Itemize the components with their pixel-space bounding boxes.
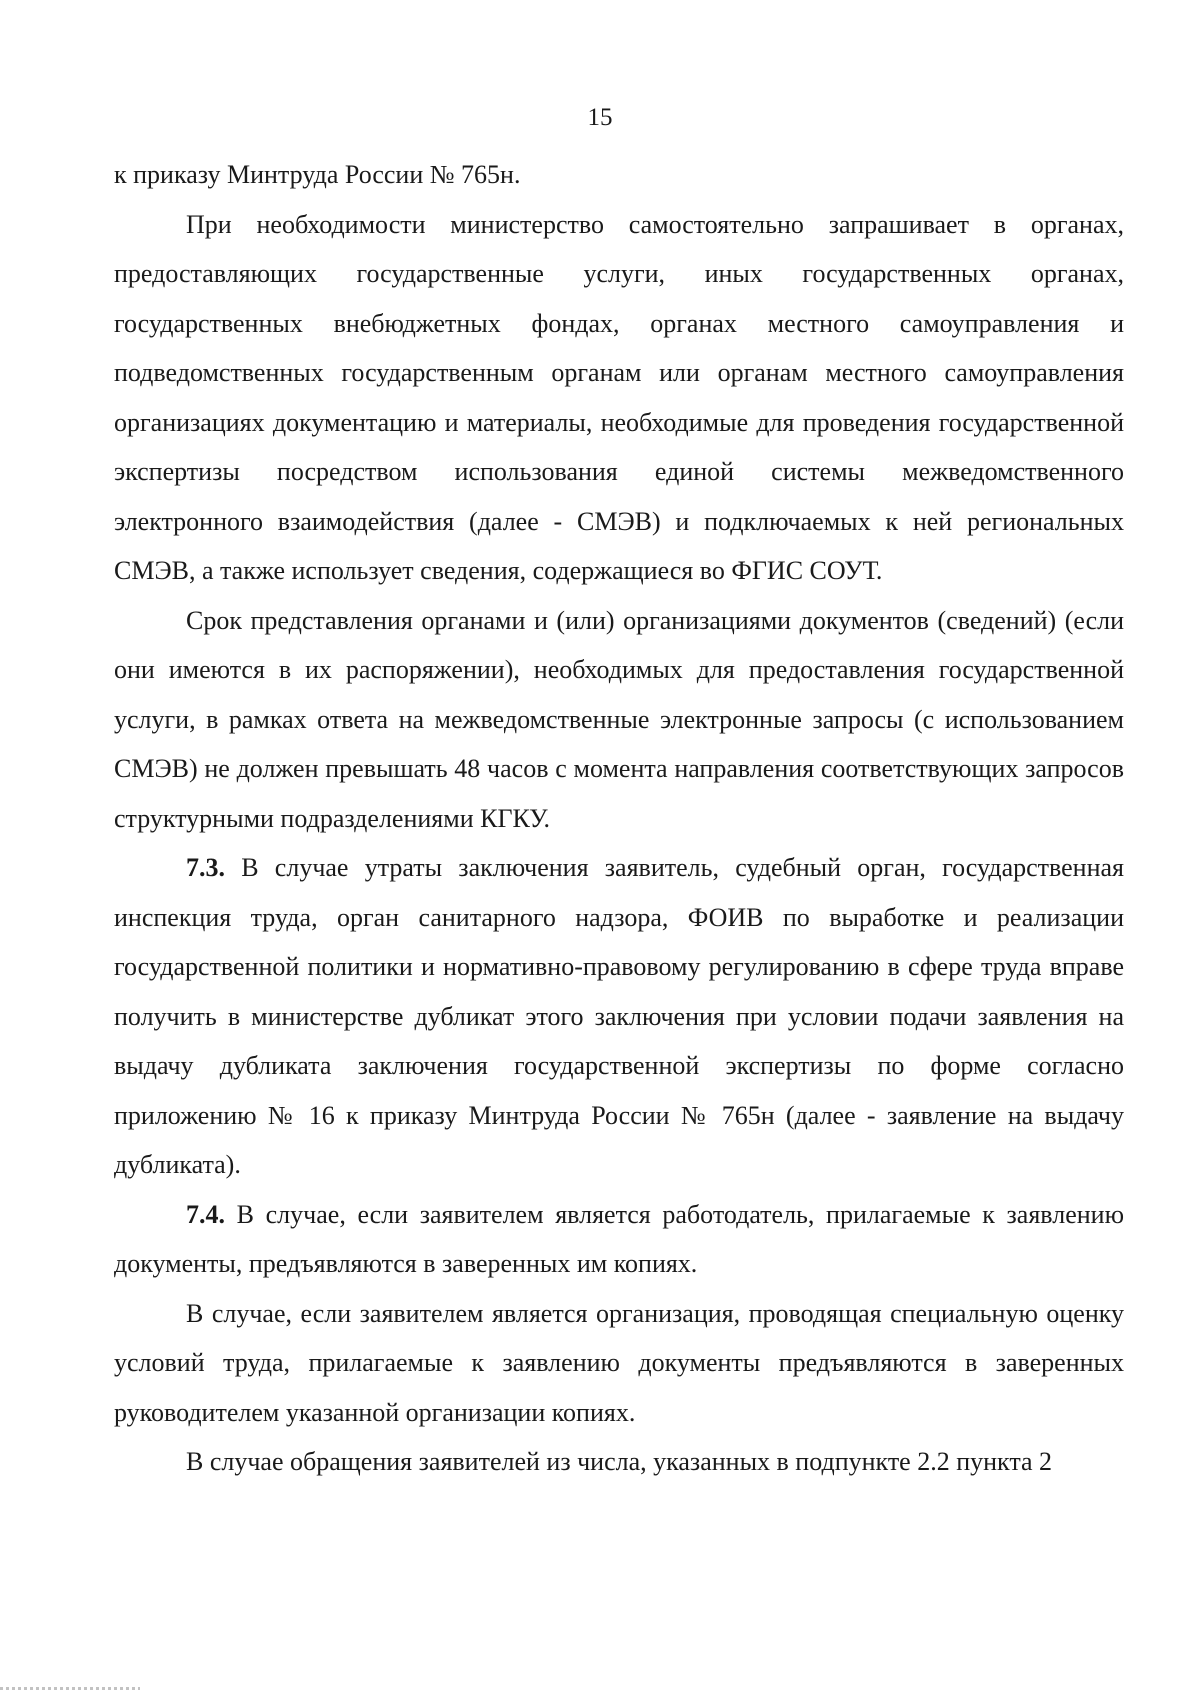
paragraph-text: В случае, если заявителем является работодатель, прилагаемые к заявлению документы, предъявляются в заверенных им копиях. [114, 1199, 1125, 1278]
clause-number: 7.3. [186, 853, 225, 882]
document-body [114, 150, 1124, 1487]
paragraph-text: В случае обращения заявителей из числа, указанных в подпункте 2.2 пункта 2 [186, 1447, 1053, 1476]
page-number: 15 [587, 104, 613, 131]
paragraph-text: При необходимости министерство самостоятельно запрашивает в органах, предоставляющих государственные услуги, иных государственных органах, государственных внебюджетных фондах, органах местного самоуправления и подведомственных государственным органам или органам местного самоуправления организациях документацию и материалы, необходимые для проведения государственной экспертизы посредством использования единой системы межведомственного электронного взаимодействия (далее - СМЭВ) и подключаемых к ней региональных СМЭВ, а также использует сведения, содержащиеся во ФГИС СОУТ. [114, 209, 1124, 585]
paragraph-smev-requests [114, 200, 1124, 596]
paragraph-7-3 [114, 843, 1124, 1190]
paragraph-7-4 [114, 1190, 1124, 1289]
paragraph-text: к приказу Минтруда России № 765н. [114, 160, 521, 189]
paragraph-response-deadline [114, 596, 1124, 844]
paragraph-text: В случае утраты заключения заявитель, судебный орган, государственная инспекция труда, орган санитарного надзора, ФОИВ по выработке и реализации государственной политики и нормативно-правовому регулированию в сфере труда вправе получить в министерстве дубликат этого заключения при условии подачи заявления на выдачу дубликата заключения государственной экспертизы по форме согласно приложению № 16 к приказу Минтруда России № 765н (далее - заявление на выдачу дубликата). [114, 853, 1125, 1179]
paragraph-assessment-organization [114, 1289, 1124, 1438]
paragraph-applicants-appeal [114, 1437, 1124, 1487]
clause-number: 7.4. [186, 1199, 225, 1229]
paragraph-continuation [114, 150, 1124, 200]
paragraph-text: В случае, если заявителем является организация, проводящая специальную оценку условий труда, прилагаемые к заявлению документы предъявляются в заверенных руководителем указанной организации копиях. [114, 1298, 1124, 1427]
paragraph-text: Срок представления органами и (или) организациями документов (сведений) (если они имеются в их распоряжении), необходимых для предоставления государственной услуги, в рамках ответа на межведомственные электронные запросы (с использованием СМЭВ) не должен превышать 48 часов с момента направления соответствующих запросов структурными подразделениями КГКУ. [114, 605, 1124, 833]
